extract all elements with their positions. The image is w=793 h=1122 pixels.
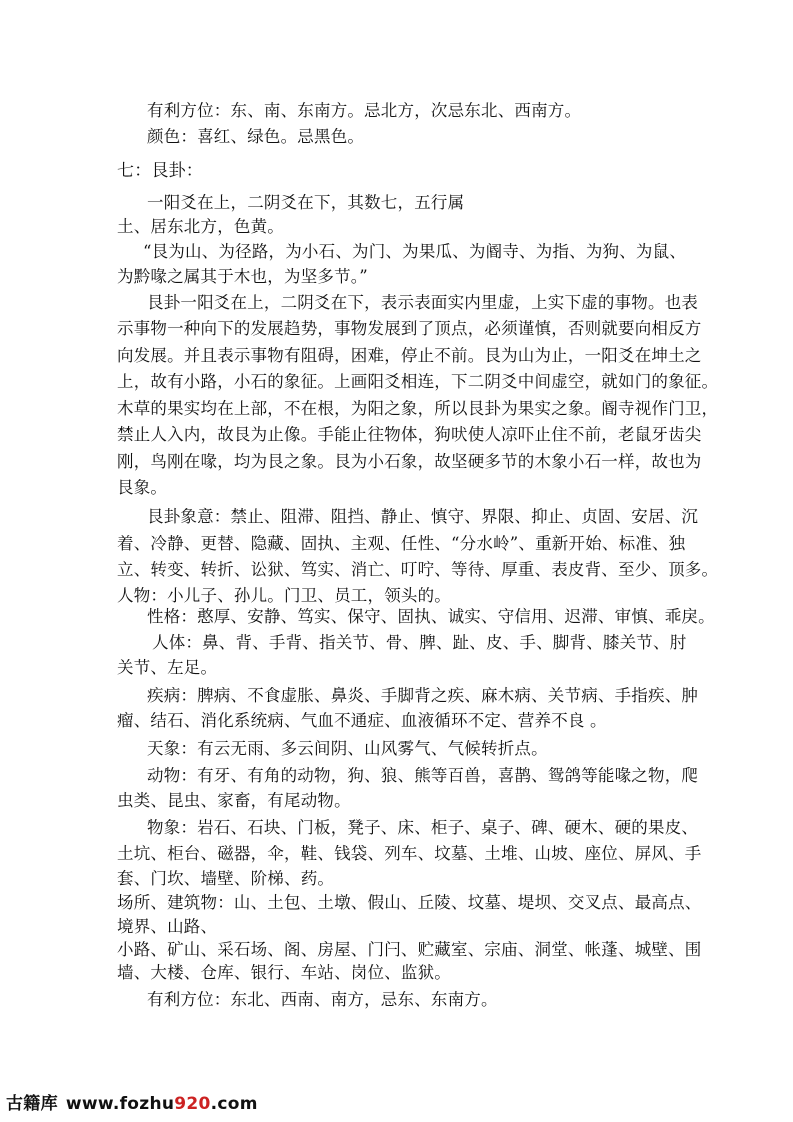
text-line: 禁止人入内，故艮为止像。手能止往物体，狗吠使人凉吓止住不前，老鼠牙齿尖 (117, 425, 702, 444)
text-line: 人体：鼻、背、手背、指关节、骨、脾、趾、皮、手、脚背、膝关节、肘 (152, 633, 687, 652)
text-line: 为黔喙之属其于木也，为坚多节。” (117, 267, 368, 286)
text-line: 物象：岩石、石块、门板，凳子、床、柜子、桌子、碑、硬木、硬的果皮、 (147, 818, 699, 837)
text-line: 艮卦象意：禁止、阻滞、阻挡、静止、慎守、界限、抑止、贞固、安居、沉 (147, 507, 699, 526)
text-line: 艮象。 (117, 478, 168, 497)
text-line: 墙、大楼、仓库、银行、车站、岗位、监狱。 (117, 963, 451, 982)
footer-url-suffix: .com (210, 1094, 258, 1114)
text-line: 示事物一种向下的发展趋势，事物发展到了顶点，必须谨慎，否则就要向相反方 (117, 319, 702, 338)
text-line: 动物：有牙、有角的动物，狗、狼、熊等百兽，喜鹊、鸳鸽等能喙之物，爬 (147, 766, 699, 785)
text-line: 一阳爻在上，二阴爻在下，其数七，五行属 (147, 193, 465, 212)
text-line: 小路、矿山、采石场、阁、房屋、门闩、贮藏室、宗庙、洞堂、帐蓬、城壁、围 (117, 940, 702, 959)
text-line: 着、冷静、更替、隐藏、固执、主观、任性、“分水岭”、重新开始、标准、独 (117, 534, 686, 553)
section-heading: 七：艮卦： (117, 161, 203, 181)
text-line: 向发展。并且表示事物有阻碍，困难，停止不前。艮为山为止，一阳爻在坤土之 (117, 346, 702, 365)
footer-site-name: 古籍库 (6, 1094, 58, 1114)
text-line: 关节、左足。 (117, 658, 218, 677)
text-line: 套、门坎、墙壁、阶梯、药。 (117, 869, 335, 888)
text-line: 土坑、柜台、磁器，伞，鞋、钱袋、列车、坟墓、土堆、山坡、座位、屏风、手 (117, 844, 702, 863)
footer-url-number: 920 (174, 1094, 211, 1114)
text-line: 有利方位：东、南、东南方。忌北方，次忌东北、西南方。 (147, 101, 582, 120)
footer-url-prefix: www.fozhu (65, 1094, 175, 1114)
text-line: 性格：憨厚、安静、笃实、保守、固执、诚实、守信用、迟滞、审慎、乖戾。 (147, 607, 715, 626)
text-line: 立、转变、转折、讼狱、笃实、消亡、叮咛、等待、厚重、表皮背、至少、顶多。 (117, 560, 719, 579)
text-line: “艮为山、为径路，为小石、为门、为果瓜、为阍寺、为指、为狗、为鼠、 (143, 242, 687, 261)
text-line: 境界、山路、 (117, 917, 218, 936)
text-line: 有利方位：东北、西南、南方，忌东、东南方。 (147, 990, 498, 1009)
text-line: 上，故有小路，小石的象征。上画阳爻相连，下二阴爻中间虚空，就如门的象征。 (117, 372, 719, 391)
text-line: 虫类、昆虫、家畜，有尾动物。 (117, 791, 351, 810)
text-line: 人物：小儿子、孙儿。门卫、员工，领头的。 (117, 586, 451, 605)
text-line: 瘤、结石、消化系统病、气血不通症、血液循环不定、营养不良 。 (117, 711, 607, 730)
text-line: 木草的果实均在上部，不在根，为阳之象，所以艮卦为果实之象。阍寺视作门卫， (117, 399, 719, 418)
footer-watermark (6, 1093, 258, 1115)
text-line: 天象：有云无雨、多云间阴、山风雾气、气候转折点。 (147, 739, 548, 758)
text-line: 颜色：喜红、绿色。忌黑色。 (147, 127, 365, 146)
text-line: 土、居东北方，色黄。 (117, 217, 284, 236)
text-line: 刚，鸟刚在喙，均为艮之象。艮为小石象，故坚硬多节的木象小石一样，故也为 (117, 452, 702, 471)
text-line: 艮卦一阳爻在上，二阴爻在下，表示表面实内里虚，上实下虚的事物。也表 (147, 293, 699, 312)
text-line: 疾病：脾病、不食虚胀、鼻炎、手脚背之疾、麻木病、关节病、手指疾、肿 (147, 686, 699, 705)
text-line: 场所、建筑物：山、土包、土墩、假山、丘陵、坟墓、堤坝、交叉点、最高点、 (117, 893, 702, 912)
